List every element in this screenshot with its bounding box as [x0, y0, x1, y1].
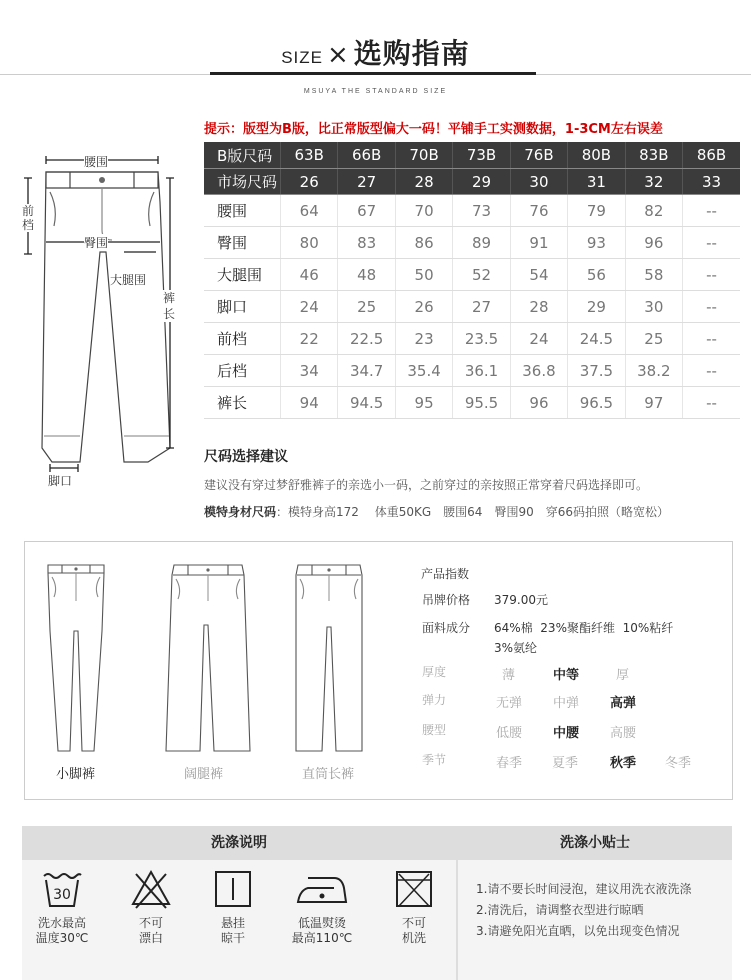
care-item-hang [193, 868, 273, 946]
attr-label: 腰型 [422, 723, 447, 737]
care-divider [456, 826, 458, 980]
table-cell: 70 [395, 195, 452, 227]
table-cell: 30 [510, 169, 567, 195]
table-cell: 28 [395, 169, 452, 195]
table-cell: 91 [510, 227, 567, 259]
hang-dry-icon [212, 868, 254, 910]
table-row [204, 227, 740, 259]
label-front-rise: 前档 [22, 204, 35, 232]
table-cell: 76B [510, 142, 567, 169]
table-cell: 73B [453, 142, 510, 169]
table-cell: 29 [453, 169, 510, 195]
table-cell: 96 [625, 227, 682, 259]
table-cell: 96 [510, 387, 567, 419]
row-header-cell: 大腿围 [204, 259, 281, 291]
care-iron-line2: 最高110℃ [291, 931, 353, 945]
straight-pants-icon [292, 561, 366, 755]
advice-text: 建议没有穿过梦舒雅裤子的亲选小一码，之前穿过的亲按照正常穿着尺码选择即可。 [204, 478, 649, 492]
table-cell: 23.5 [453, 323, 510, 355]
table-cell: 22.5 [338, 323, 395, 355]
attr-option: 无弹 [496, 696, 523, 711]
style-wide-label: 阔腿裤 [184, 767, 224, 782]
title-en: SIZE [281, 48, 323, 67]
table-cell: 35.4 [395, 355, 452, 387]
table-cell: 22 [281, 323, 338, 355]
table-cell: 66B [338, 142, 395, 169]
table-cell: 89 [453, 227, 510, 259]
header-underline [210, 72, 536, 75]
table-cell: 80 [281, 227, 338, 259]
table-cell: 67 [338, 195, 395, 227]
table-cell: 26 [281, 169, 338, 195]
table-cell: 23 [395, 323, 452, 355]
care-item-wash [22, 868, 102, 946]
care-machine-line1: 不可 [401, 916, 426, 930]
table-cell: 46 [281, 259, 338, 291]
attr-option: 春季 [496, 756, 523, 771]
product-index-title: 产品指数 [421, 567, 470, 581]
attr-option: 冬季 [665, 756, 692, 771]
table-cell: 56 [568, 259, 625, 291]
table-cell: 86 [395, 227, 452, 259]
table-cell: -- [683, 227, 740, 259]
price-label: 吊牌价格 [422, 593, 471, 607]
table-cell: 52 [453, 259, 510, 291]
table-cell: 86B [683, 142, 740, 169]
attr-option-selected: 高弹 [610, 696, 637, 711]
care-wash-line1: 洗水最高 [37, 916, 86, 930]
table-cell: 79 [568, 195, 625, 227]
row-header-cell: 后档 [204, 355, 281, 387]
table-row [204, 387, 740, 419]
label-hip: 臀围 [84, 236, 109, 250]
table-cell: -- [683, 291, 740, 323]
table-cell: 76 [510, 195, 567, 227]
care-item-bleach [111, 868, 191, 946]
button-icon [99, 177, 105, 183]
table-cell: -- [683, 355, 740, 387]
table-cell: -- [683, 387, 740, 419]
row-header-cell: 臀围 [204, 227, 281, 259]
no-machine-wash-icon [393, 868, 435, 910]
label-waist: 腰围 [84, 155, 109, 169]
table-cell: 29 [568, 291, 625, 323]
table-cell: 50 [395, 259, 452, 291]
price-value: 379.00元 [494, 593, 548, 607]
table-cell: 48 [338, 259, 395, 291]
wash-temp-text: 30 [53, 887, 71, 903]
attr-option: 夏季 [552, 756, 579, 771]
title-x: × [326, 40, 350, 70]
table-cell: 97 [625, 387, 682, 419]
style-straight-label: 直筒长裤 [302, 767, 355, 782]
table-cell: -- [683, 323, 740, 355]
row-header-cell: 市场尺码 [204, 169, 281, 195]
table-cell: 63B [281, 142, 338, 169]
table-cell: 26 [395, 291, 452, 323]
table-cell: 37.5 [568, 355, 625, 387]
table-cell: 70B [395, 142, 452, 169]
table-cell: 54 [510, 259, 567, 291]
table-cell: 36.1 [453, 355, 510, 387]
label-hem: 脚口 [48, 474, 73, 488]
row-header-cell: 裤长 [204, 387, 281, 419]
attr-option-selected: 秋季 [610, 756, 637, 771]
table-cell: 93 [568, 227, 625, 259]
attr-option-selected: 中等 [553, 668, 580, 683]
table-cell: 95.5 [453, 387, 510, 419]
row-header-cell: B版尺码 [204, 142, 281, 169]
care-item-machine [374, 868, 454, 946]
table-cell: 33 [683, 169, 740, 195]
fabric-line1: 64%棉 23%聚酯纤维 10%粘纤 [494, 621, 674, 635]
low-iron-icon [294, 868, 350, 910]
size-tip: 提示：版型为B版，比正常版型偏大一码！平铺手工实测数据，1-3CM左右误差 [204, 122, 663, 137]
wide-leg-pants-icon [164, 561, 252, 755]
table-cell: 32 [625, 169, 682, 195]
table-cell: 82 [625, 195, 682, 227]
attr-option: 厚 [616, 668, 630, 683]
care-bleach-line2: 漂白 [138, 931, 163, 945]
table-cell: 64 [281, 195, 338, 227]
care-tip-3: 3.请避免阳光直晒，以免出现变色情况 [476, 924, 680, 938]
row-header-cell: 前档 [204, 323, 281, 355]
table-header-b-size [204, 142, 740, 169]
row-header-cell: 脚口 [204, 291, 281, 323]
page-title [0, 32, 751, 72]
model-size-text: ：模特身高172 体重50KG 腰围64 臀围90 穿66码拍照（略宽松） [276, 505, 669, 519]
care-tip-1: 1.请不要长时间浸泡，建议用洗衣液洗涤 [476, 882, 692, 896]
attr-label: 弹力 [422, 693, 447, 707]
attr-option: 高腰 [610, 726, 637, 741]
table-cell: 34.7 [338, 355, 395, 387]
no-bleach-icon [130, 868, 172, 910]
table-row [204, 259, 740, 291]
label-length: 裤长 [163, 291, 176, 321]
table-row [204, 355, 740, 387]
table-row [204, 291, 740, 323]
title-cn: 选购指南 [353, 37, 470, 70]
advice-title: 尺码选择建议 [204, 449, 288, 465]
skinny-pants-icon [42, 561, 110, 755]
care-tip-2: 2.清洗后，请调整衣型进行晾晒 [476, 903, 644, 917]
attr-option: 中弹 [553, 696, 580, 711]
table-cell: -- [683, 195, 740, 227]
table-cell: 95 [395, 387, 452, 419]
care-iron-line1: 低温熨烫 [297, 916, 346, 930]
fabric-label: 面料成分 [422, 621, 471, 635]
model-size-line [204, 503, 669, 520]
wash-30-icon [41, 868, 83, 910]
table-header-market-size [204, 169, 740, 195]
table-cell: 25 [625, 323, 682, 355]
care-hang-line2: 晾干 [220, 931, 245, 945]
attr-option: 薄 [502, 668, 516, 683]
table-cell: 28 [510, 291, 567, 323]
table-row [204, 323, 740, 355]
attr-option-selected: 中腰 [553, 726, 580, 741]
table-cell: 24 [281, 291, 338, 323]
care-machine-line2: 机洗 [401, 931, 426, 945]
table-cell: 80B [568, 142, 625, 169]
table-cell: 34 [281, 355, 338, 387]
table-cell: 27 [453, 291, 510, 323]
table-cell: 36.8 [510, 355, 567, 387]
header-subtitle: MSUYA THE STANDARD SIZE [303, 88, 448, 95]
care-hang-line1: 悬挂 [220, 916, 245, 930]
table-cell: 24 [510, 323, 567, 355]
style-skinny-label: 小脚裤 [56, 767, 96, 782]
attr-option: 低腰 [496, 726, 523, 741]
size-table [204, 142, 740, 419]
care-wash-line2: 温度30℃ [35, 931, 89, 945]
label-thigh: 大腿围 [110, 273, 147, 287]
care-bleach-line1: 不可 [138, 916, 163, 930]
table-cell: 94 [281, 387, 338, 419]
table-row [204, 195, 740, 227]
table-cell: 27 [338, 169, 395, 195]
table-cell: 83B [625, 142, 682, 169]
table-cell: 30 [625, 291, 682, 323]
table-cell: 38.2 [625, 355, 682, 387]
care-item-iron [282, 868, 362, 946]
fabric-line2: 3%氨纶 [494, 641, 538, 655]
table-cell: 24.5 [568, 323, 625, 355]
table-cell: 73 [453, 195, 510, 227]
model-size-label: 模特身材尺码 [204, 505, 277, 519]
table-cell: 83 [338, 227, 395, 259]
row-header-cell: 腰围 [204, 195, 281, 227]
attr-label: 厚度 [422, 665, 447, 679]
care-tips-title: 洗涤小贴士 [560, 835, 630, 851]
table-cell: 94.5 [338, 387, 395, 419]
care-instructions-title: 洗涤说明 [211, 835, 267, 851]
attr-label: 季节 [422, 753, 447, 767]
table-cell: 31 [568, 169, 625, 195]
table-cell: 96.5 [568, 387, 625, 419]
table-cell: -- [683, 259, 740, 291]
table-cell: 25 [338, 291, 395, 323]
table-cell: 58 [625, 259, 682, 291]
